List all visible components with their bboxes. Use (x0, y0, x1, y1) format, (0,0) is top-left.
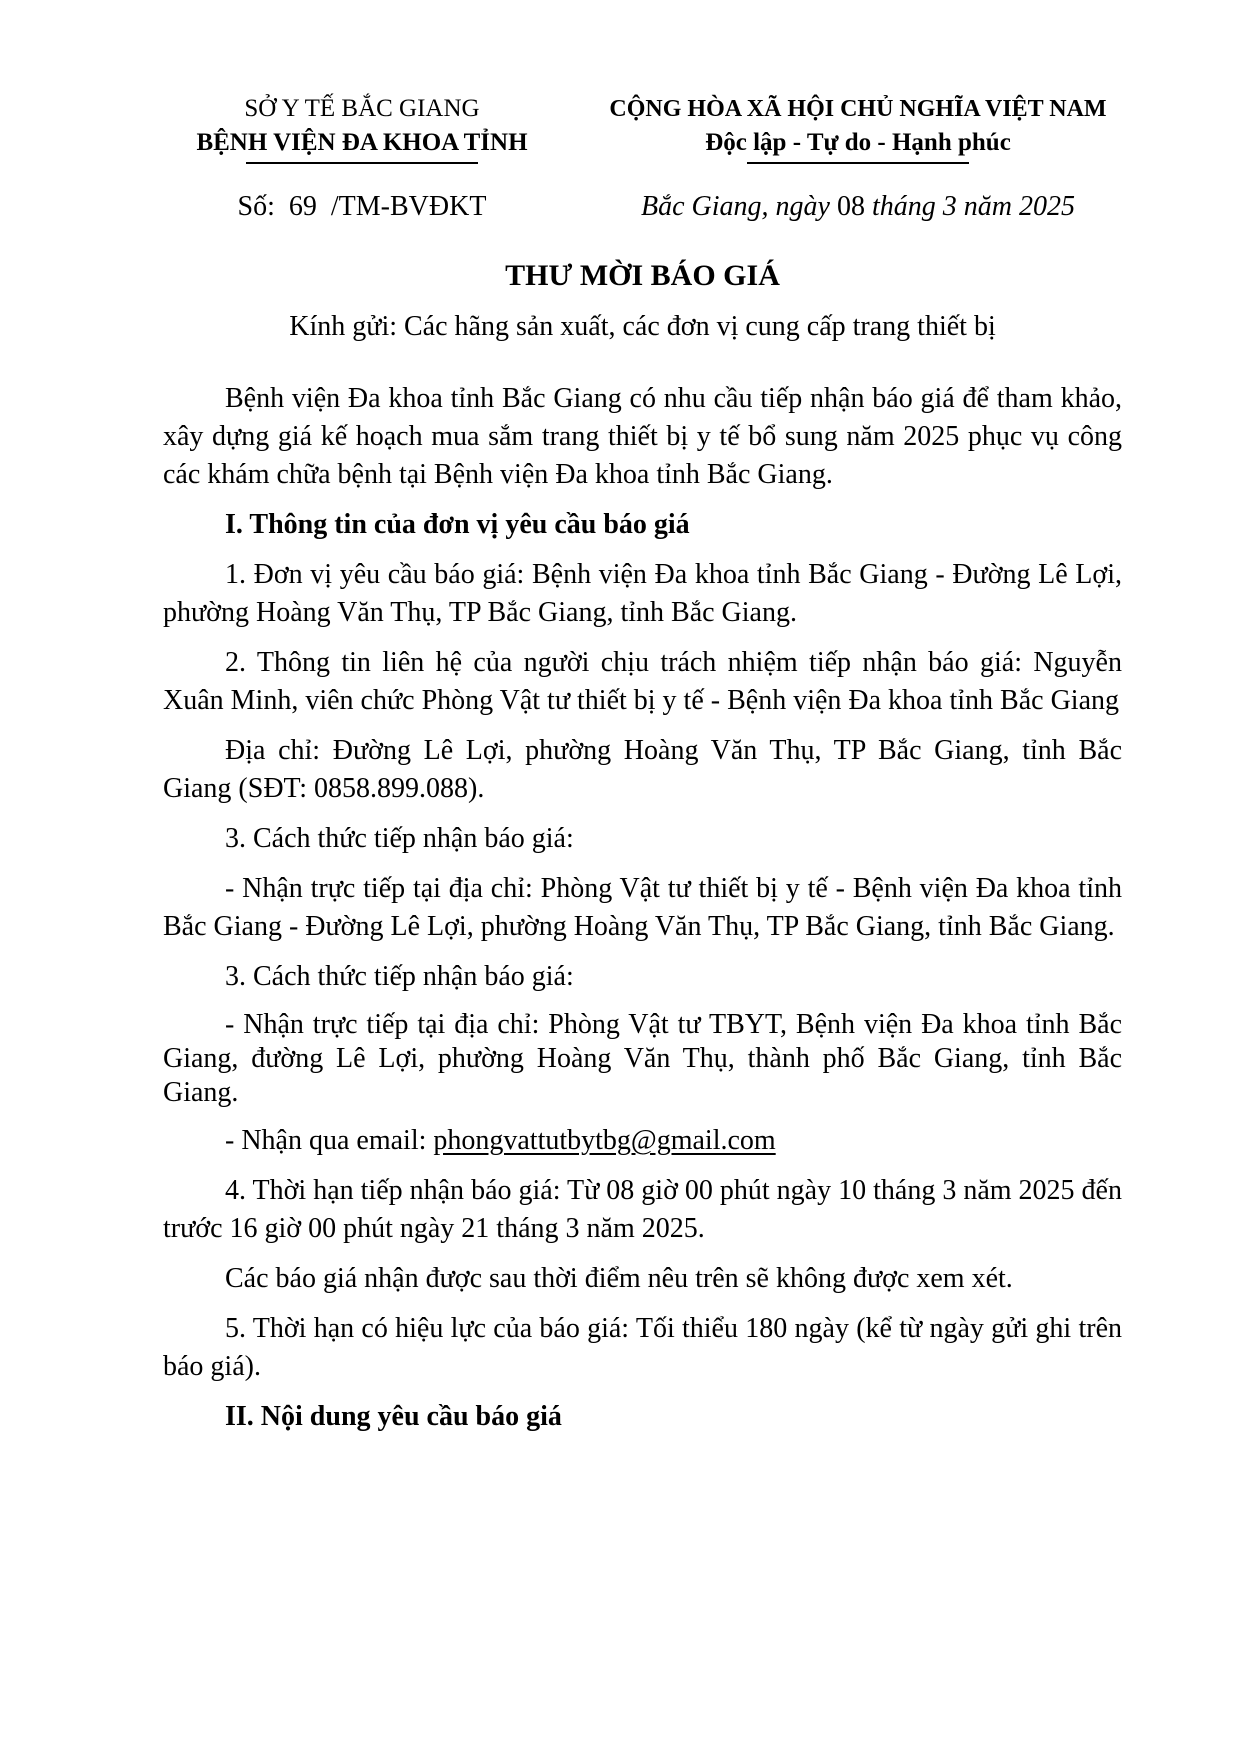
section-2-heading: II. Nội dung yêu cầu báo giá (225, 1401, 562, 1432)
document-reference-number: Số: 69 /TM-BVĐKT (237, 191, 487, 222)
document-title: THƯ MỜI BÁO GIÁ (505, 259, 780, 292)
date-day: 08 (836, 191, 865, 222)
item-1-requesting-unit: 1. Đơn vị yêu cầu báo giá: Bệnh viện Đa khoa tỉnh Bắc Giang - Đường Lê Lợi, phường Hoàng Văn Thụ, TP Bắc Giang, tỉnh Bắc Giang. (163, 559, 1122, 628)
salutation-line: Kính gửi: Các hãng sản xuất, các đơn vị cung cấp trang thiết bị (289, 311, 996, 342)
intro-paragraph: Bệnh viện Đa khoa tỉnh Bắc Giang có nhu cầu tiếp nhận báo giá để tham khảo, xây dựng giá kế hoạch mua sắm trang thiết bị y tế bổ sung năm 2025 phục vụ công các khám chữa bệnh tại Bệnh viện Đa khoa tỉnh Bắc Giang. (163, 383, 1122, 490)
item-3-receiving-method-first: 3. Cách thức tiếp nhận báo giá: (225, 823, 574, 854)
contact-address-line: Địa chỉ: Đường Lê Lợi, phường Hoàng Văn Thụ, TP Bắc Giang, tỉnh Bắc Giang (SĐT: 0858.899.088). (163, 735, 1122, 804)
item-4-deadline: 4. Thời hạn tiếp nhận báo giá: Từ 08 giờ 00 phút ngày 10 tháng 3 năm 2025 đến trước 16 giờ 00 phút ngày 21 tháng 3 năm 2025. (163, 1175, 1122, 1244)
issuing-org-block (163, 92, 561, 226)
item-5-validity: 5. Thời hạn có hiệu lực của báo giá: Tối thiểu 180 ngày (kể từ ngày gửi ghi trên báo giá). (163, 1313, 1122, 1382)
date-suffix: tháng 3 năm 2025 (864, 191, 1075, 222)
item-3-receiving-method-second: 3. Cách thức tiếp nhận báo giá: (225, 961, 574, 992)
org-name: BỆNH VIỆN ĐA KHOA TỈNH (196, 129, 528, 156)
late-quotes-note: Các báo giá nhận được sau thời điểm nêu trên sẽ không được xem xét. (225, 1263, 1013, 1294)
contact-email-link[interactable]: phongvattutbytbg@gmail.com (433, 1125, 776, 1156)
receive-email-line (163, 1122, 1122, 1160)
national-motto-block (594, 92, 1122, 226)
national-header: CỘNG HÒA XÃ HỘI CHỦ NGHĨA VIỆT NAM (609, 96, 1107, 122)
receive-direct-paragraph-2: - Nhận trực tiếp tại địa chỉ: Phòng Vật tư TBYT, Bệnh viện Đa khoa tỉnh Bắc Giang, đường Lê Lợi, phường Hoàng Văn Thụ, thành phố Bắc Giang, tỉnh Bắc Giang. (163, 1009, 1122, 1108)
org-name-underline (246, 162, 478, 164)
motto-underline (747, 162, 969, 164)
national-motto: Độc lập - Tự do - Hạnh phúc (705, 129, 1011, 156)
section-1-heading: I. Thông tin của đơn vị yêu cầu báo giá (225, 509, 690, 540)
email-line-prefix: - Nhận qua email: (225, 1125, 434, 1156)
org-parent-name: SỞ Y TẾ BẮC GIANG (244, 95, 480, 122)
receive-direct-paragraph-1: - Nhận trực tiếp tại địa chỉ: Phòng Vật tư thiết bị y tế - Bệnh viện Đa khoa tỉnh Bắc Giang - Đường Lê Lợi, phường Hoàng Văn Thụ, TP Bắc Giang, tỉnh Bắc Giang. (163, 873, 1122, 942)
item-2-contact-info: 2. Thông tin liên hệ của người chịu trách nhiệm tiếp nhận báo giá: Nguyễn Xuân Minh, viên chức Phòng Vật tư thiết bị y tế - Bệnh viện Đa khoa tỉnh Bắc Giang (163, 647, 1122, 716)
document-header (163, 92, 1122, 226)
date-prefix: Bắc Giang, ngày (641, 191, 837, 222)
document-body (163, 380, 1122, 1436)
place-and-date-line (594, 188, 1122, 226)
